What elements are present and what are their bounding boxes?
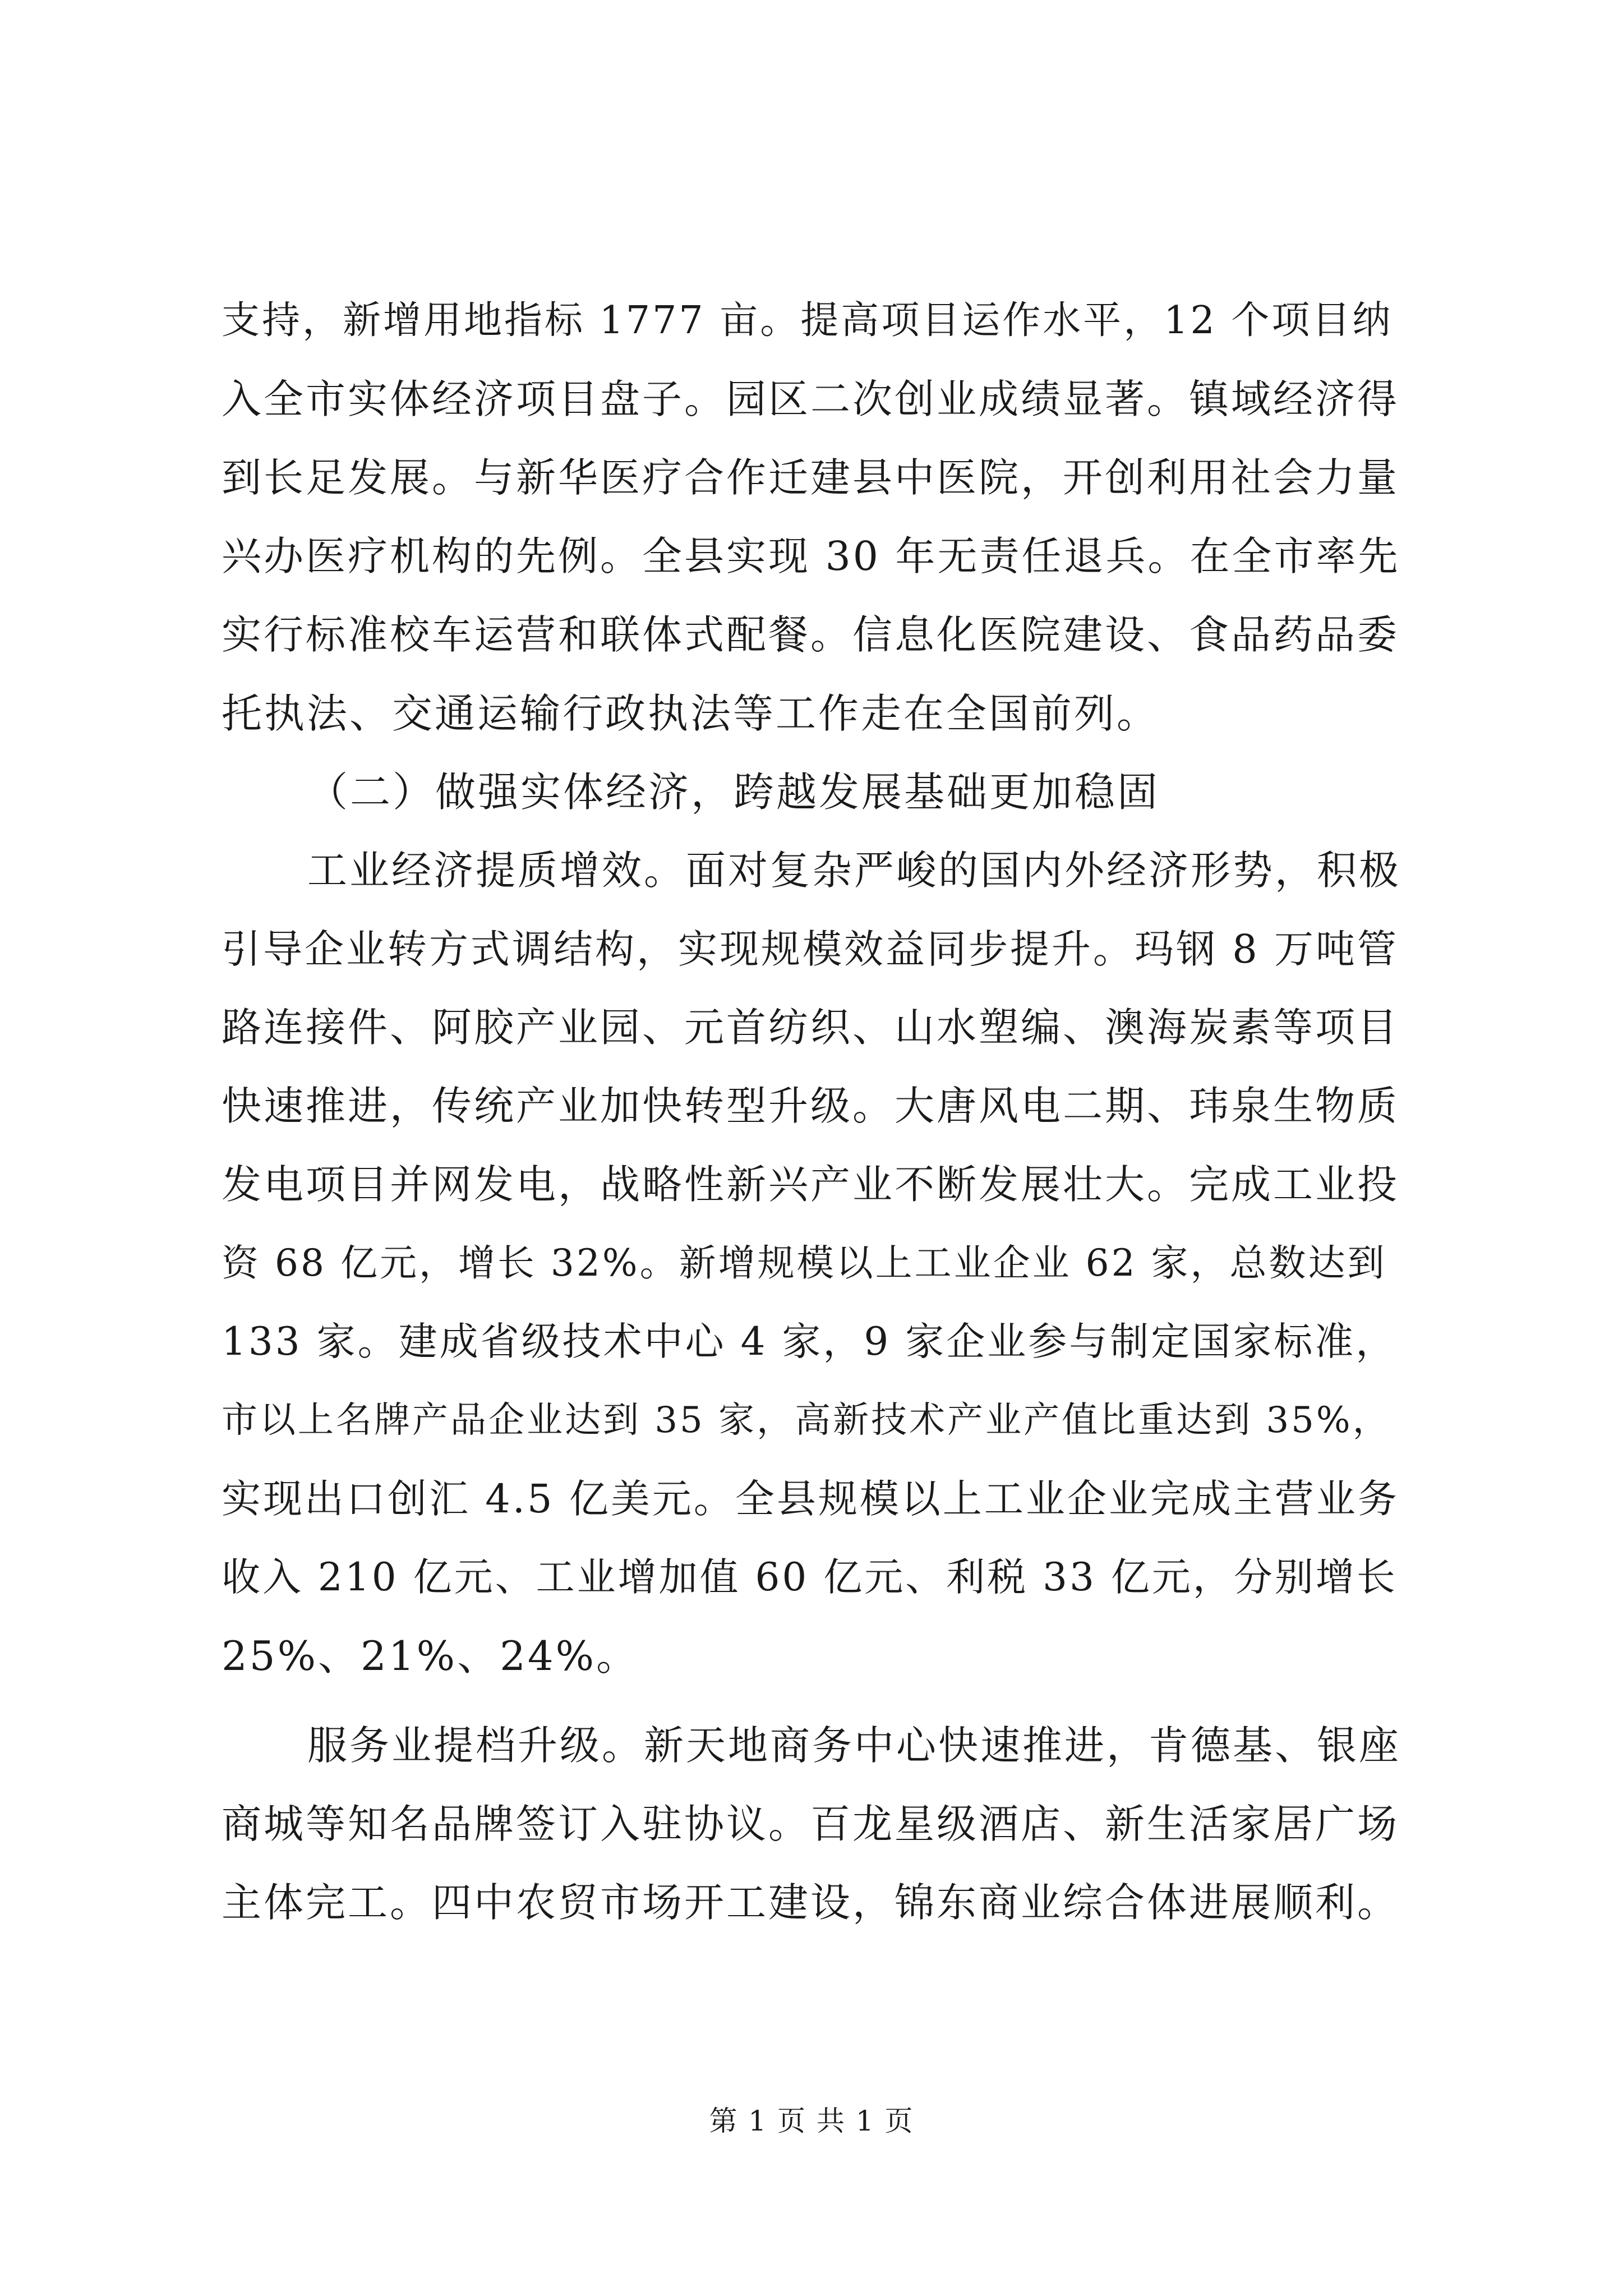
- text-line: 实行标准校车运营和联体式配餐。信息化医院建设、食品药品委: [222, 611, 1400, 658]
- text-line: 兴办医疗机构的先例。全县实现 30 年无责任退兵。在全市率先: [222, 533, 1400, 579]
- text-line: 发电项目并网发电，战略性新兴产业不断发展壮大。完成工业投: [222, 1161, 1400, 1208]
- text-line: 到长足发展。与新华医疗合作迁建县中医院，开创利用社会力量: [222, 454, 1400, 501]
- text-line: 支持，新增用地指标 1777 亩。提高项目运作水平，12 个项目纳: [222, 298, 1393, 343]
- text-line: 收入 210 亿元、工业增加值 60 亿元、利税 33 亿元，分别增长: [222, 1555, 1398, 1600]
- section-heading: （二）做强实体经济，跨越发展基础更加稳固: [307, 769, 1160, 816]
- text-line: 133 家。建成省级技术中心 4 家，9 家企业参与制定国家标准，: [222, 1319, 1397, 1364]
- text-line: 市以上名牌产品企业达到 35 家，高新技术产业产值比重达到 35%，: [222, 1400, 1391, 1441]
- text-line: 引导企业转方式调结构，实现规模效益同步提升。玛钢 8 万吨管: [222, 926, 1399, 972]
- page-footer: 第 1 页 共 1 页: [709, 2105, 914, 2137]
- text-line: 商城等知名品牌签订入驻协议。百龙星级酒店、新生活家居广场: [222, 1801, 1400, 1847]
- text-line: 资 68 亿元，增长 32%。新增规模以上工业企业 62 家，总数达到: [222, 1241, 1387, 1285]
- text-line: 入全市实体经济项目盘子。园区二次创业成绩显著。镇域经济得: [222, 376, 1400, 422]
- text-line: 托执法、交通运输行政执法等工作走在全国前列。: [222, 690, 1160, 737]
- text-line: 25%、21%、24%。: [222, 1632, 639, 1680]
- text-line: 实现出口创汇 4.5 亿美元。全县规模以上工业企业完成主营业务: [222, 1476, 1399, 1522]
- paragraph-first-line: 服务业提档升级。新天地商务中心快速推进，肯德基、银座: [307, 1722, 1401, 1769]
- text-line: 主体完工。四中农贸市场开工建设，锦东商业综合体进展顺利。: [222, 1879, 1400, 1926]
- paragraph-first-line: 工业经济提质增效。面对复杂严峻的国内外经济形势，积极: [307, 847, 1401, 894]
- text-line: 路连接件、阿胶产业园、元首纺织、山水塑编、澳海炭素等项目: [222, 1004, 1400, 1051]
- text-line: 快速推进，传统产业加快转型升级。大唐风电二期、玮泉生物质: [222, 1083, 1400, 1129]
